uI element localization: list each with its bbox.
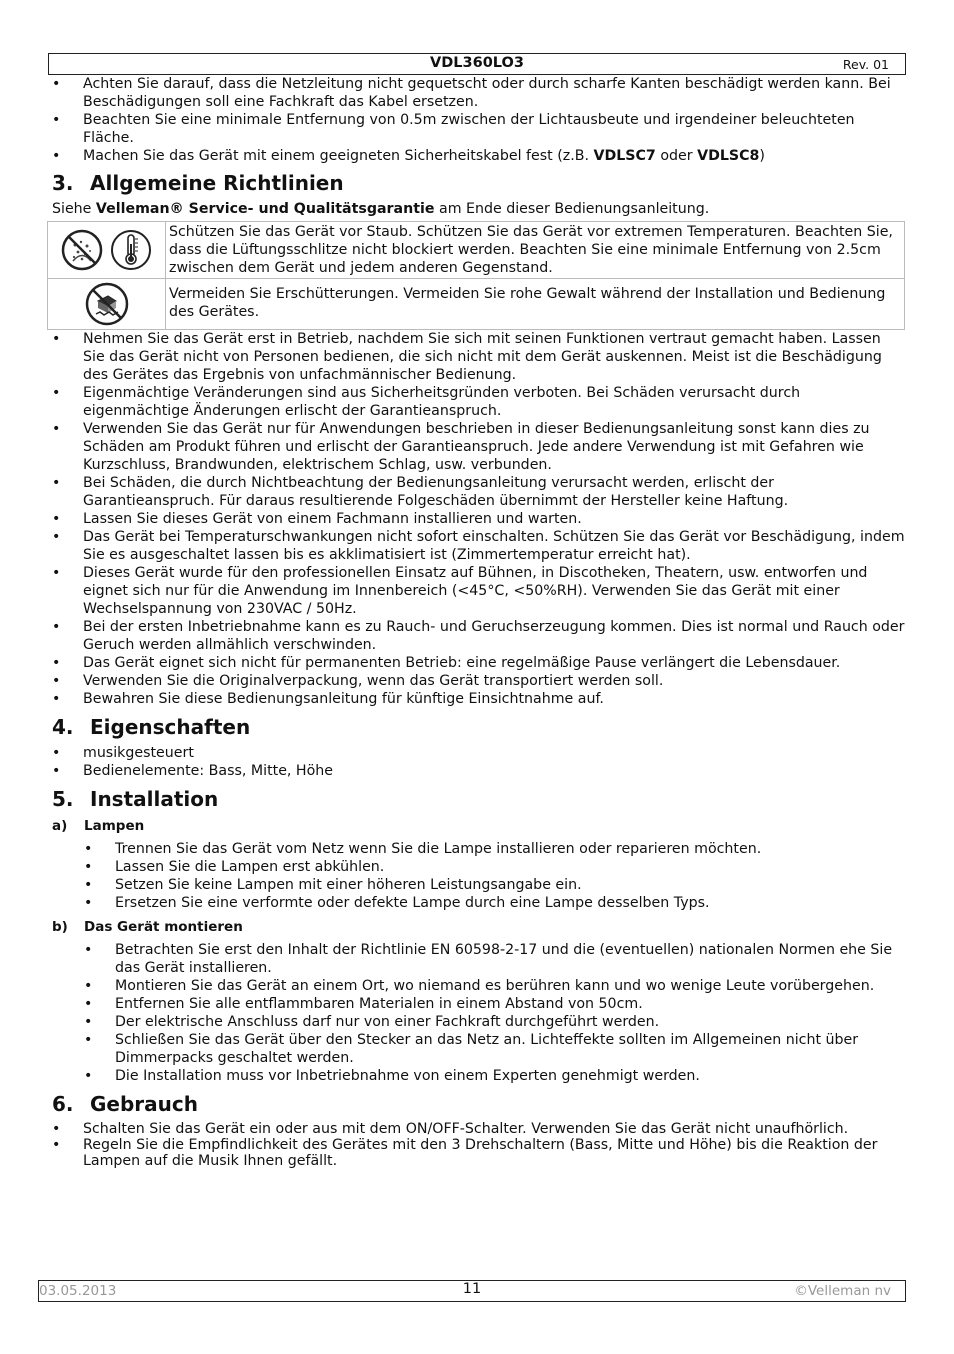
no-dust-icon <box>60 228 104 272</box>
footer-date: 03.05.2013 <box>39 1283 117 1299</box>
list-item: • Eigenmächtige Veränderungen sind aus Sicherheitsgründen verboten. Bei Schäden verursacht durch eigenmächtige Änderungen erlischt der Garantieanspruch. <box>48 384 906 420</box>
list-item: • Bei der ersten Inbetriebnahme kann es zu Rauch- und Geruchserzeugung kommen. Dies ist normal und Rauch oder Geruch werden allmählich verschwinden. <box>48 618 906 654</box>
list-item: • musikgesteuert <box>48 744 906 762</box>
product-code: VDLSC7 <box>593 148 656 164</box>
list-item: • Bewahren Sie diese Bedienungsanleitung für künftige Einsichtnahme auf. <box>48 690 906 708</box>
subsection-a-bullet-list <box>48 840 906 912</box>
list-item: • Beachten Sie eine minimale Entfernung von 0.5m zwischen der Lichtausbeute und irgendeiner beleuchteten Fläche. <box>48 111 906 147</box>
section-heading-5: 5. Installation <box>52 787 219 811</box>
list-item: • Montieren Sie das Gerät an einem Ort, wo niemand es berühren kann und wo wenige Leute vorübergehen. <box>48 977 906 995</box>
list-item: • Die Installation muss vor Inbetriebnahme von einem Experten genehmigt werden. <box>48 1067 906 1085</box>
list-item: • Der elektrische Anschluss darf nur von einer Fachkraft durchgeführt werden. <box>48 1013 906 1031</box>
symbol-table <box>47 221 905 330</box>
list-item: • Das Gerät eignet sich nicht für permanenten Betrieb: eine regelmäßige Pause verlängert die Lebensdauer. <box>48 654 906 672</box>
section-heading-3: 3. Allgemeine Richtlinien <box>52 171 344 195</box>
page-number: 11 <box>462 1281 482 1297</box>
list-item: • Setzen Sie keine Lampen mit einer höheren Leistungsangabe ein. <box>48 876 906 894</box>
list-item: • Bedienelemente: Bass, Mitte, Höhe <box>48 762 906 780</box>
product-code: VDLSC8 <box>697 148 760 164</box>
section-6-bullet-list <box>48 1121 906 1169</box>
subsection-b-bullet-list <box>48 941 906 1085</box>
section-3-bullet-list <box>48 330 906 708</box>
list-item: • Trennen Sie das Gerät vom Netz wenn Sie die Lampe installieren oder reparieren möchten. <box>48 840 906 858</box>
list-item: • Nehmen Sie das Gerät erst in Betrieb, nachdem Sie sich mit seinen Funktionen vertraut gemacht haben. Lassen Sie das Gerät nicht von Personen bedienen, die sich nicht mit dem Gerät auskennen. Meist ist die Beschädigung des Gerätes das Ergebnis von unfachmännischer Bedienung. <box>48 330 906 384</box>
table-row <box>48 279 905 330</box>
page-footer <box>38 1280 906 1302</box>
no-shock-icon <box>84 281 130 327</box>
table-cell-text: Schützen Sie das Gerät vor Staub. Schützen Sie das Gerät vor extremen Temperaturen. Beachten Sie, dass die Lüftungsschlitze nicht blockiert werden. Beachten Sie eine minimale Entfernung von 2.5cm zwischen dem Gerät und jedem anderen Gegenstand. <box>166 222 905 279</box>
list-item: • Betrachten Sie erst den Inhalt der Richtlinie EN 60598-2-17 und die (eventuellen) nationalen Normen ehe Sie das Gerät installieren. <box>48 941 906 977</box>
list-item: • Regeln Sie die Empfindlichkeit des Gerätes mit den 3 Drehschaltern (Bass, Mitte und Höhe) bis die Reaktion der Lampen auf die Musik Ihnen gefällt. <box>48 1137 906 1169</box>
list-item: • Dieses Gerät wurde für den professionellen Einsatz auf Bühnen, in Discotheken, Theatern, usw. entworfen und eignet sich nur für die Anwendung im Innenbereich (<45°C, <50%RH). Verwenden Sie das Gerät mit einer Wechselspannung von 230VAC / 50Hz. <box>48 564 906 618</box>
page <box>48 53 906 1169</box>
footer-copyright: ©Velleman nv <box>794 1283 891 1299</box>
list-item: • Achten Sie darauf, dass die Netzleitung nicht gequetscht oder durch scharfe Kanten beschädigt werden kann. Bei Beschädigungen soll eine Fachkraft das Kabel ersetzen. <box>48 75 906 111</box>
thermometer-icon <box>109 228 153 272</box>
list-item: • Das Gerät bei Temperaturschwankungen nicht sofort einschalten. Schützen Sie das Gerät vor Beschädigung, indem Sie es ausgeschaltet lassen bis es akklimatisiert ist (Zimmertemperatur erreicht hat). <box>48 528 906 564</box>
list-item: • Lassen Sie dieses Gerät von einem Fachmann installieren und warten. <box>48 510 906 528</box>
list-item: • Bei Schäden, die durch Nichtbeachtung der Bedienungsanleitung verursacht werden, erlischt der Garantieanspruch. Für daraus resultierende Folgeschäden übernimmt der Hersteller keine Haftung. <box>48 474 906 510</box>
subsection-heading-b: b) Das Gerät montieren <box>52 919 243 935</box>
list-item: • Lassen Sie die Lampen erst abkühlen. <box>48 858 906 876</box>
list-item: • Schalten Sie das Gerät ein oder aus mit dem ON/OFF-Schalter. Verwenden Sie das Gerät nicht unaufhörlich. <box>48 1121 906 1137</box>
list-item: • Verwenden Sie das Gerät nur für Anwendungen beschrieben in dieser Bedienungsanleitung sonst kann dies zu Schäden am Produkt führen und erlischt der Garantieanspruch. Jede andere Verwendung ist mit Gefahren wie Kurzschluss, Brandwunden, elektrischem Schlag, usw. verbunden. <box>48 420 906 474</box>
section-intro: Siehe Velleman® Service- und Qualitätsgarantie am Ende dieser Bedienungsanleitung. <box>52 201 710 217</box>
subsection-heading-a: a) Lampen <box>52 818 145 834</box>
document-title: VDL360LO3 <box>430 55 524 71</box>
list-item: • Verwenden Sie die Originalverpackung, wenn das Gerät transportiert werden soll. <box>48 672 906 690</box>
section-heading-4: 4. Eigenschaften <box>52 715 251 739</box>
table-row <box>48 222 905 279</box>
section-heading-6: 6. Gebrauch <box>52 1092 198 1116</box>
page-header <box>48 53 906 75</box>
list-item: • Schließen Sie das Gerät über den Stecker an das Netz an. Lichteffekte sollten im Allgemeinen nicht über Dimmerpacks geschaltet werden. <box>48 1031 906 1067</box>
list-item: • Machen Sie das Gerät mit einem geeigneten Sicherheitskabel fest (z.B. VDLSC7 oder VDLSC8) <box>48 147 906 165</box>
list-item: • Ersetzen Sie eine verformte oder defekte Lampe durch eine Lampe desselben Typs. <box>48 894 906 912</box>
revision-label: Rev. 01 <box>842 57 889 72</box>
table-cell-text: Vermeiden Sie Erschütterungen. Vermeiden Sie rohe Gewalt während der Installation und Bedienung des Gerätes. <box>166 279 905 330</box>
top-bullet-list <box>48 75 906 165</box>
list-item: • Entfernen Sie alle entflammbaren Materialen in einem Abstand von 50cm. <box>48 995 906 1013</box>
section-4-bullet-list <box>48 744 906 780</box>
